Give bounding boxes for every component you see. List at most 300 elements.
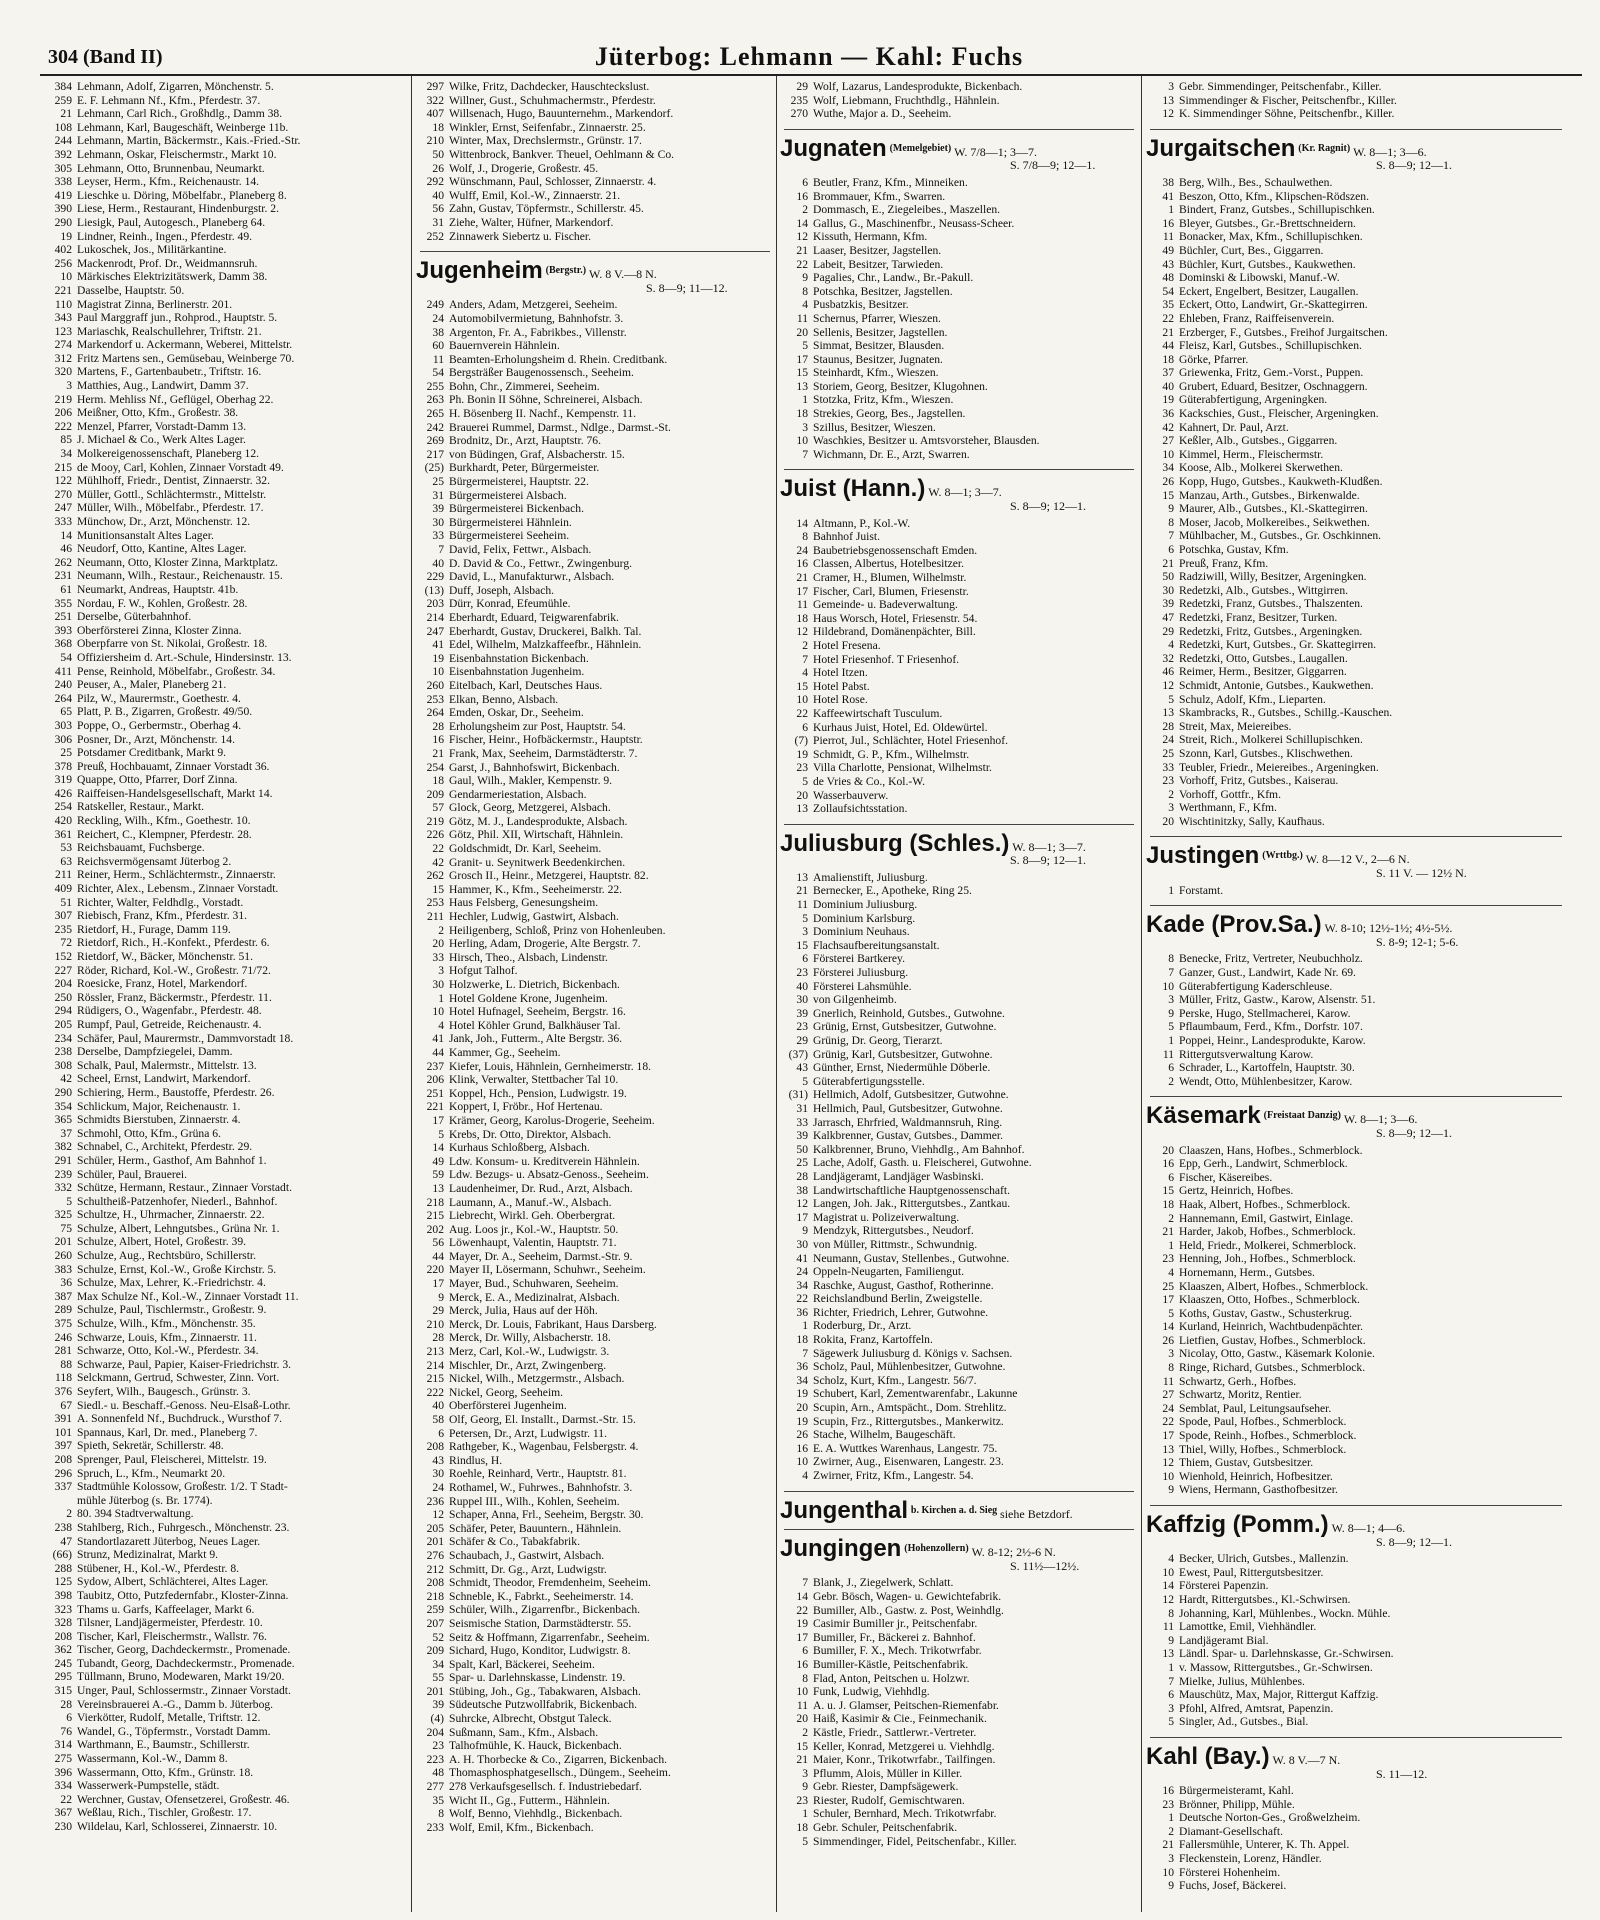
directory-entry [416, 1454, 774, 1468]
subscriber-text: Offiziersheim d. Art.-Schule, Hindersinstr. 13. [77, 650, 292, 664]
directory-entry [416, 1780, 774, 1794]
directory-entry [416, 611, 774, 625]
directory-entry [44, 1521, 406, 1535]
subscriber-text: Benecke, Fritz, Vertreter, Neubuchholz. [1179, 952, 1363, 966]
phone-number: 3 [1168, 1852, 1174, 1866]
subscriber-text: Hotel Itzen. [813, 666, 868, 680]
directory-entry [780, 1590, 1138, 1604]
phone-number: 30 [432, 1467, 444, 1481]
service-hours-sunday: S. 8—9; 12—1. [1010, 499, 1087, 514]
phone-number: 262 [54, 555, 72, 569]
subscriber-text: Reckling, Wilh., Kfm., Goethestr. 10. [77, 814, 251, 828]
directory-entry [1146, 393, 1566, 407]
phone-number: 19 [60, 229, 72, 243]
phone-number: 26 [432, 161, 444, 175]
directory-entry [1146, 980, 1566, 994]
phone-number: 307 [54, 909, 72, 923]
directory-entry [44, 1113, 406, 1127]
phone-number: 365 [54, 1113, 72, 1127]
phone-number: 19 [796, 1617, 808, 1631]
phone-number: 201 [54, 1235, 72, 1249]
phone-number: 219 [426, 814, 444, 828]
subscriber-text: Ganzer, Gust., Landwirt, Kade Nr. 69. [1179, 966, 1356, 980]
subscriber-text: Classen, Albertus, Hotelbesitzer. [813, 557, 965, 571]
phone-number: 233 [426, 1820, 444, 1834]
phone-number: 40 [796, 979, 808, 993]
subscriber-text: Lamottke, Emil, Viehhändler. [1179, 1620, 1317, 1634]
place-heading [1146, 134, 1566, 173]
phone-number: 223 [426, 1752, 444, 1766]
directory-entry [416, 1644, 774, 1658]
directory-entry [416, 1563, 774, 1577]
directory-entry [780, 571, 1138, 585]
phone-number: 22 [796, 706, 808, 720]
phone-number: 247 [54, 501, 72, 515]
subscriber-text: A. H. Thorbecke & Co., Zigarren, Bickenbach. [449, 1752, 668, 1766]
phone-number: 375 [54, 1317, 72, 1331]
directory-entry [44, 814, 406, 828]
phone-number: 17 [432, 1277, 444, 1291]
phone-number: 22 [1162, 311, 1174, 325]
phone-number: 262 [426, 869, 444, 883]
subscriber-text: Merck, Julia, Haus auf der Höh. [449, 1304, 598, 1318]
subscriber-text: Schulze, Albert, Hotel, Großestr. 39. [77, 1235, 247, 1249]
directory-entry [44, 719, 406, 733]
service-hours-sunday: S. 8—9; 12—1. [1376, 1125, 1453, 1140]
directory-entry [1146, 1607, 1566, 1621]
subscriber-text: Matthies, Aug., Landwirt, Damm 37. [77, 379, 249, 393]
subscriber-text: Streit, Max, Meiereibes. [1179, 719, 1292, 733]
subscriber-text: Kissuth, Hermann, Kfm. [813, 230, 928, 244]
phone-number: 260 [426, 678, 444, 692]
phone-number: 7 [1168, 529, 1174, 543]
subscriber-text: Tüllmann, Bruno, Modewaren, Markt 19/20. [77, 1670, 285, 1684]
subscriber-text: Schaper, Anna, Frl., Seeheim, Bergstr. 30. [449, 1508, 644, 1522]
phone-number: 46 [60, 542, 72, 556]
directory-entry [780, 312, 1138, 326]
subscriber-text: Försterei Juliusburg. [813, 966, 909, 980]
phone-number: 218 [426, 1195, 444, 1209]
directory-entry [416, 1413, 774, 1427]
directory-entry [44, 365, 406, 379]
phone-number: 36 [1162, 407, 1174, 421]
phone-number: 17 [432, 1113, 444, 1127]
directory-entry [416, 94, 774, 108]
directory-entry [416, 1345, 774, 1359]
phone-number: 270 [54, 487, 72, 501]
subscriber-text: Spruch, L., Kfm., Neumarkt 20. [77, 1466, 226, 1480]
service-hours-sunday: S. 8—9; 12—1. [1376, 158, 1453, 173]
subscriber-text: Diamant-Gesellschaft. [1179, 1824, 1283, 1838]
subscriber-text: Krebs, Dr. Otto, Direktor, Alsbach. [449, 1127, 612, 1141]
directory-entry [416, 107, 774, 121]
phone-number: 239 [54, 1167, 72, 1181]
directory-entry [780, 625, 1138, 639]
directory-entry [44, 1670, 406, 1684]
place-name: Jugenheim [416, 257, 543, 285]
subscriber-text: Berg, Wilh., Bes., Schaulwethen. [1179, 175, 1333, 189]
subscriber-text: Günther, Ernst, Niedermühle Döberle. [813, 1061, 991, 1075]
subscriber-text: Granit- u. Seynitwerk Beedenkirchen. [449, 855, 626, 869]
phone-number: 22 [796, 1603, 808, 1617]
phone-number: 26 [1162, 1333, 1174, 1347]
phone-number: 33 [796, 1115, 808, 1129]
directory-entry [416, 230, 774, 244]
phone-number: 325 [54, 1208, 72, 1222]
phone-number: 308 [54, 1058, 72, 1072]
subscriber-text: Schmidt, Antonie, Gutsbes., Kaukwethen. [1179, 678, 1374, 692]
directory-entry [780, 1020, 1138, 1034]
directory-entry [1146, 421, 1566, 435]
phone-number: 246 [54, 1330, 72, 1344]
phone-number: 11 [1162, 1620, 1174, 1634]
directory-entry [1146, 516, 1566, 530]
phone-number: 259 [54, 93, 72, 107]
subscriber-text: Mariaschk, Realschullehrer, Triftstr. 21. [77, 324, 262, 338]
directory-entry [416, 1304, 774, 1318]
directory-entry [1146, 80, 1566, 94]
directory-entry [416, 801, 774, 815]
subscriber-text: Grünig, Ernst, Gutsbesitzer, Gutwohne. [813, 1020, 997, 1034]
directory-entry [780, 1252, 1138, 1266]
phone-number: 29 [796, 1034, 808, 1047]
directory-entry [44, 651, 406, 665]
phone-number: 10 [1162, 1469, 1174, 1483]
directory-entry [1146, 529, 1566, 543]
phone-number: 40 [432, 188, 444, 202]
section-rule [1150, 1505, 1562, 1506]
directory-entry [44, 1331, 406, 1345]
phone-number: 49 [1162, 243, 1174, 257]
subscriber-text: Hellmich, Adolf, Gutsbesitzer, Gutwohne. [813, 1088, 1009, 1102]
directory-entry [1146, 461, 1566, 475]
directory-entry [780, 217, 1138, 231]
subscriber-text: Kopp, Hugo, Gutsbes., Kaukweth-Kludßen. [1179, 475, 1383, 489]
phone-number: 16 [796, 557, 808, 571]
directory-entry [416, 461, 774, 475]
subscriber-text: Lehmann, Adolf, Zigarren, Mönchenstr. 5. [77, 80, 274, 93]
phone-number: 244 [54, 134, 72, 148]
subscriber-text: Kaffeewirtschaft Tusculum. [813, 706, 943, 720]
phone-number: 34 [796, 1373, 808, 1387]
phone-number: 1 [1168, 1238, 1174, 1252]
subscriber-text: Hannemann, Emil, Gastwirt, Einlage. [1179, 1211, 1354, 1225]
directory-entry [44, 1317, 406, 1331]
subscriber-text: Scheel, Ernst, Landwirt, Markendorf. [77, 1072, 251, 1086]
subscriber-text: Streit, Rich., Molkerei Schillupischken. [1179, 733, 1363, 747]
subscriber-text: Bumiller, Alb., Gastw. z. Post, Weinhdlg. [813, 1603, 1004, 1617]
subscriber-text: Hildebrand, Domänenpächter, Bill. [813, 625, 976, 639]
directory-entry [44, 1725, 406, 1739]
directory-entry [416, 747, 774, 761]
phone-number: 387 [54, 1289, 72, 1303]
phone-number: 13 [796, 870, 808, 884]
phone-number: 29 [432, 1304, 444, 1318]
subscriber-text: Krämer, Georg, Karolus-Drogerie, Seeheim. [449, 1113, 655, 1127]
phone-number: 10 [1162, 1565, 1174, 1579]
subscriber-text: Mayer, Bud., Schuhwaren, Seeheim. [449, 1277, 619, 1291]
phone-number: 376 [54, 1385, 72, 1398]
directory-entry [44, 1168, 406, 1182]
phone-number: 22 [432, 842, 444, 856]
subscriber-text: Merck, Dr. Louis, Fabrikant, Haus Darsberg. [449, 1317, 657, 1331]
phone-number: 292 [426, 175, 444, 189]
phone-number: 41 [1162, 189, 1174, 203]
directory-entry [44, 216, 406, 230]
phone-number: 30 [432, 978, 444, 991]
phone-number: 10 [796, 1685, 808, 1699]
directory-entry [1146, 1715, 1566, 1729]
phone-number: 54 [1162, 284, 1174, 298]
phone-number: 314 [54, 1738, 72, 1752]
directory-entry [780, 353, 1138, 367]
phone-number: 33 [432, 950, 444, 964]
subscriber-text: Ringe, Richard, Gutsbes., Schmerblock. [1179, 1361, 1366, 1375]
subscriber-text: Kackschies, Gust., Fleischer, Argeningken. [1179, 407, 1379, 421]
directory-entry [1146, 1320, 1566, 1334]
subscriber-text: Ländl. Spar- u. Darlehnskasse, Gr.-Schwirsen. [1179, 1647, 1394, 1661]
directory-entry [1146, 1825, 1566, 1839]
subscriber-text: Fischer, Käsereibes. [1179, 1170, 1273, 1184]
directory-entry [416, 1168, 774, 1182]
directory-entry [1146, 1048, 1566, 1062]
phone-number: 67 [60, 1398, 72, 1412]
subscriber-text: Münchow, Dr., Arzt, Mönchenstr. 12. [77, 515, 251, 528]
subscriber-text: Pfohl, Alfred, Amtsrat, Papenzin. [1179, 1701, 1334, 1715]
subscriber-text: Dasselbe, Hauptstr. 50. [77, 283, 185, 297]
directory-entry [1146, 788, 1566, 802]
directory-entry [780, 598, 1138, 612]
subscriber-text: Grünig, Karl, Gutsbesitzer, Gutwohne. [813, 1047, 993, 1061]
phone-number: 4 [802, 1469, 808, 1482]
subscriber-text: Mayer II, Lösermann, Schuhwr., Seeheim. [449, 1263, 646, 1277]
phone-number: 18 [796, 407, 808, 421]
directory-entry [1146, 1007, 1566, 1021]
directory-entry [1146, 1661, 1566, 1675]
phone-number: 48 [1162, 271, 1174, 285]
directory-entry [1146, 774, 1566, 788]
directory-entry [780, 1576, 1138, 1590]
subscriber-text: Schaubach, J., Gastwirt, Alsbach. [449, 1548, 605, 1562]
phone-number: 3 [1168, 801, 1174, 815]
subscriber-text: Thams u. Garfs, Kaffeelager, Markt 6. [77, 1602, 255, 1616]
place-district: (Memelgebiet) [889, 142, 952, 154]
directory-entry [44, 964, 406, 978]
subscriber-text: Werthmann, F., Kfm. [1179, 801, 1277, 815]
directory-entry [416, 1060, 774, 1074]
subscriber-text: Roehle, Reinhard, Vertr., Hauptstr. 81. [449, 1467, 627, 1481]
phone-number: (37) [788, 1047, 808, 1061]
directory-entry [780, 1102, 1138, 1116]
directory-entry [780, 421, 1138, 435]
phone-number: 215 [426, 1372, 444, 1386]
phone-number: 2 [66, 1507, 72, 1521]
subscriber-text: Bürgermeisterei Hähnlein. [449, 515, 572, 529]
subscriber-text: Henning, Joh., Hofbes., Schmerblock. [1179, 1252, 1356, 1266]
directory-entry [416, 761, 774, 775]
phone-number: 23 [1162, 1797, 1174, 1811]
phone-number: 355 [54, 596, 72, 610]
phone-number: 333 [54, 515, 72, 528]
directory-entry [780, 1401, 1138, 1415]
directory-entry [416, 1535, 774, 1549]
phone-number: 2 [1168, 1824, 1174, 1838]
subscriber-text: Cramer, H., Blumen, Wilhelmstr. [813, 571, 967, 584]
directory-entry [1146, 1798, 1566, 1812]
subscriber-text: Bürgermeisterei, Hauptstr. 22. [449, 475, 589, 489]
subscriber-text: Gendarmeriestation, Alsbach. [449, 787, 587, 801]
subscriber-text: Gnerlich, Reinhold, Gutsbes., Gutwohne. [813, 1006, 1005, 1020]
directory-entry [44, 1222, 406, 1236]
subscriber-text: Scupin, Arn., Amtspächt., Dom. Strehlitz. [813, 1401, 1007, 1415]
phone-number: 323 [54, 1602, 72, 1616]
phone-number: 44 [432, 1045, 444, 1059]
directory-entry [44, 121, 406, 135]
phone-number: 214 [426, 1358, 444, 1372]
directory-entry [780, 1617, 1138, 1631]
phone-number: 227 [54, 963, 72, 977]
phone-number: 288 [54, 1561, 72, 1575]
phone-number: 5 [1168, 1306, 1174, 1320]
directory-entry [780, 1143, 1138, 1157]
phone-number: 34 [796, 1278, 808, 1292]
directory-entry [780, 407, 1138, 421]
phone-number: 3 [802, 925, 808, 939]
directory-entry [44, 230, 406, 244]
subscriber-text: Derselbe, Güterbahnhof. [77, 610, 192, 624]
directory-entry [44, 1562, 406, 1576]
directory-entry [44, 1004, 406, 1018]
phone-number: 11 [796, 598, 808, 612]
directory-entry [44, 1535, 406, 1549]
phone-number: 7 [1168, 966, 1174, 980]
phone-number: 11 [796, 1698, 808, 1712]
place-heading [780, 829, 1138, 868]
directory-entry [1146, 1361, 1566, 1375]
subscriber-text: Eckert, Otto, Landwirt, Gr.-Skattegirren. [1179, 298, 1368, 312]
subscriber-text: Mendzyk, Rittergutsbes., Neudorf. [813, 1224, 974, 1238]
directory-entry [416, 1576, 774, 1590]
directory-entry [416, 216, 774, 230]
subscriber-text: Bumiller, F. X., Mech. Trikotwrfabr. [813, 1644, 982, 1658]
phone-number: 337 [54, 1480, 72, 1494]
service-hours-sunday: S. 8—9; 12—1. [1376, 1534, 1453, 1549]
directory-entry [44, 433, 406, 447]
directory-entry [780, 1821, 1138, 1835]
subscriber-text: Fleisz, Karl, Gutsbes., Schillupischken. [1179, 339, 1362, 353]
phone-number: (13) [424, 583, 444, 597]
phone-number: 11 [1162, 1047, 1174, 1061]
phone-number: 256 [54, 256, 72, 270]
phone-number: 332 [54, 1181, 72, 1195]
phone-number: 32 [1162, 651, 1174, 665]
phone-number: 18 [432, 774, 444, 788]
subscriber-text: Grosch II., Heinr., Metzgerei, Hauptstr. 82. [449, 869, 649, 883]
subscriber-text: Staunus, Besitzer, Jugnaten. [813, 352, 943, 366]
phone-number: 37 [60, 1126, 72, 1140]
subscriber-text: J. Michael & Co., Werk Altes Lager. [77, 433, 246, 447]
subscriber-text: David, Felix, Fettwr., Alsbach. [449, 543, 592, 556]
phone-number: 3 [1168, 1347, 1174, 1361]
subscriber-text: Schiering, Herm., Baustoffe, Pferdestr. 26. [77, 1085, 275, 1099]
directory-entry [780, 1088, 1138, 1102]
directory-entry [416, 693, 774, 707]
phone-number: 5 [802, 774, 808, 788]
directory-entry [780, 517, 1138, 531]
directory-entry [1146, 1171, 1566, 1185]
phone-number: 368 [54, 637, 72, 651]
directory-entry [44, 991, 406, 1005]
subscriber-text: Bürgermeisterei Bickenbach. [449, 502, 584, 516]
subscriber-text: Bohn, Chr., Zimmerei, Seeheim. [449, 379, 600, 393]
directory-entry [416, 1331, 774, 1345]
subscriber-text: Wassermann, Kol.-W., Damm 8. [77, 1752, 228, 1766]
service-hours-sunday: S. 8—9; 12—1. [1010, 853, 1087, 868]
phone-number: 21 [796, 1753, 808, 1767]
directory-entry [780, 680, 1138, 694]
directory-entry [44, 80, 406, 94]
directory-entry [416, 189, 774, 203]
subscriber-text: Liesigk, Paul, Autogesch., Planeberg 64. [77, 215, 266, 229]
phone-number: 38 [1162, 175, 1174, 189]
phone-number: 204 [54, 977, 72, 991]
directory-entry [416, 964, 774, 978]
phone-number: 201 [426, 1684, 444, 1698]
directory-entry [44, 637, 406, 651]
subscriber-text: Försterei Papenzin. [1179, 1579, 1269, 1593]
directory-entry [416, 1631, 774, 1645]
directory-entry [416, 1182, 774, 1196]
directory-entry [780, 448, 1138, 462]
subscriber-text: Schwartz, Gerh., Hofbes. [1179, 1374, 1297, 1388]
directory-entry [1146, 1347, 1566, 1361]
phone-number: 17 [796, 1630, 808, 1644]
phone-number: 295 [54, 1670, 72, 1684]
phone-number: 205 [426, 1521, 444, 1535]
phone-number: 21 [1162, 325, 1174, 339]
directory-entry [416, 1277, 774, 1291]
directory-entry [416, 883, 774, 897]
phone-number: 245 [54, 1656, 72, 1670]
phone-number: 221 [54, 283, 72, 297]
directory-entry [780, 585, 1138, 599]
phone-number: 13 [432, 1181, 444, 1195]
phone-number: 47 [1162, 610, 1174, 624]
subscriber-text: Götz, Phil. XII, Wirtschaft, Hähnlein. [449, 828, 624, 842]
directory-entry [1146, 285, 1566, 299]
phone-number: 12 [1162, 107, 1174, 121]
directory-entry [44, 1140, 406, 1154]
directory-entry [44, 569, 406, 583]
phone-number: 21 [796, 571, 808, 584]
subscriber-text: Reichsbauamt, Fuchsberge. [77, 841, 205, 855]
directory-entry [416, 1617, 774, 1631]
directory-entry [416, 1685, 774, 1699]
phone-number: 6 [1168, 543, 1174, 556]
directory-entry [44, 1059, 406, 1073]
phone-number: 6 [802, 1644, 808, 1658]
subscriber-text: Schmohl, Otto, Kfm., Grüna 6. [77, 1126, 221, 1140]
directory-entry [780, 1469, 1138, 1483]
subscriber-text: Wischtinitzky, Sally, Kaufhaus. [1179, 814, 1325, 828]
subscriber-text: Redetzki, Otto, Gutsbes., Laugallen. [1179, 651, 1348, 665]
subscriber-text: Rittergutsverwaltung Karow. [1179, 1047, 1314, 1061]
subscriber-text: Sichard, Hugo, Konditor, Ludwigstr. 8. [449, 1644, 631, 1658]
subscriber-text: Ziehe, Walter, Hüfner, Markendorf. [449, 215, 614, 229]
phone-number: 14 [796, 516, 808, 530]
phone-number: 29 [1162, 624, 1174, 638]
directory-entry [780, 1129, 1138, 1143]
